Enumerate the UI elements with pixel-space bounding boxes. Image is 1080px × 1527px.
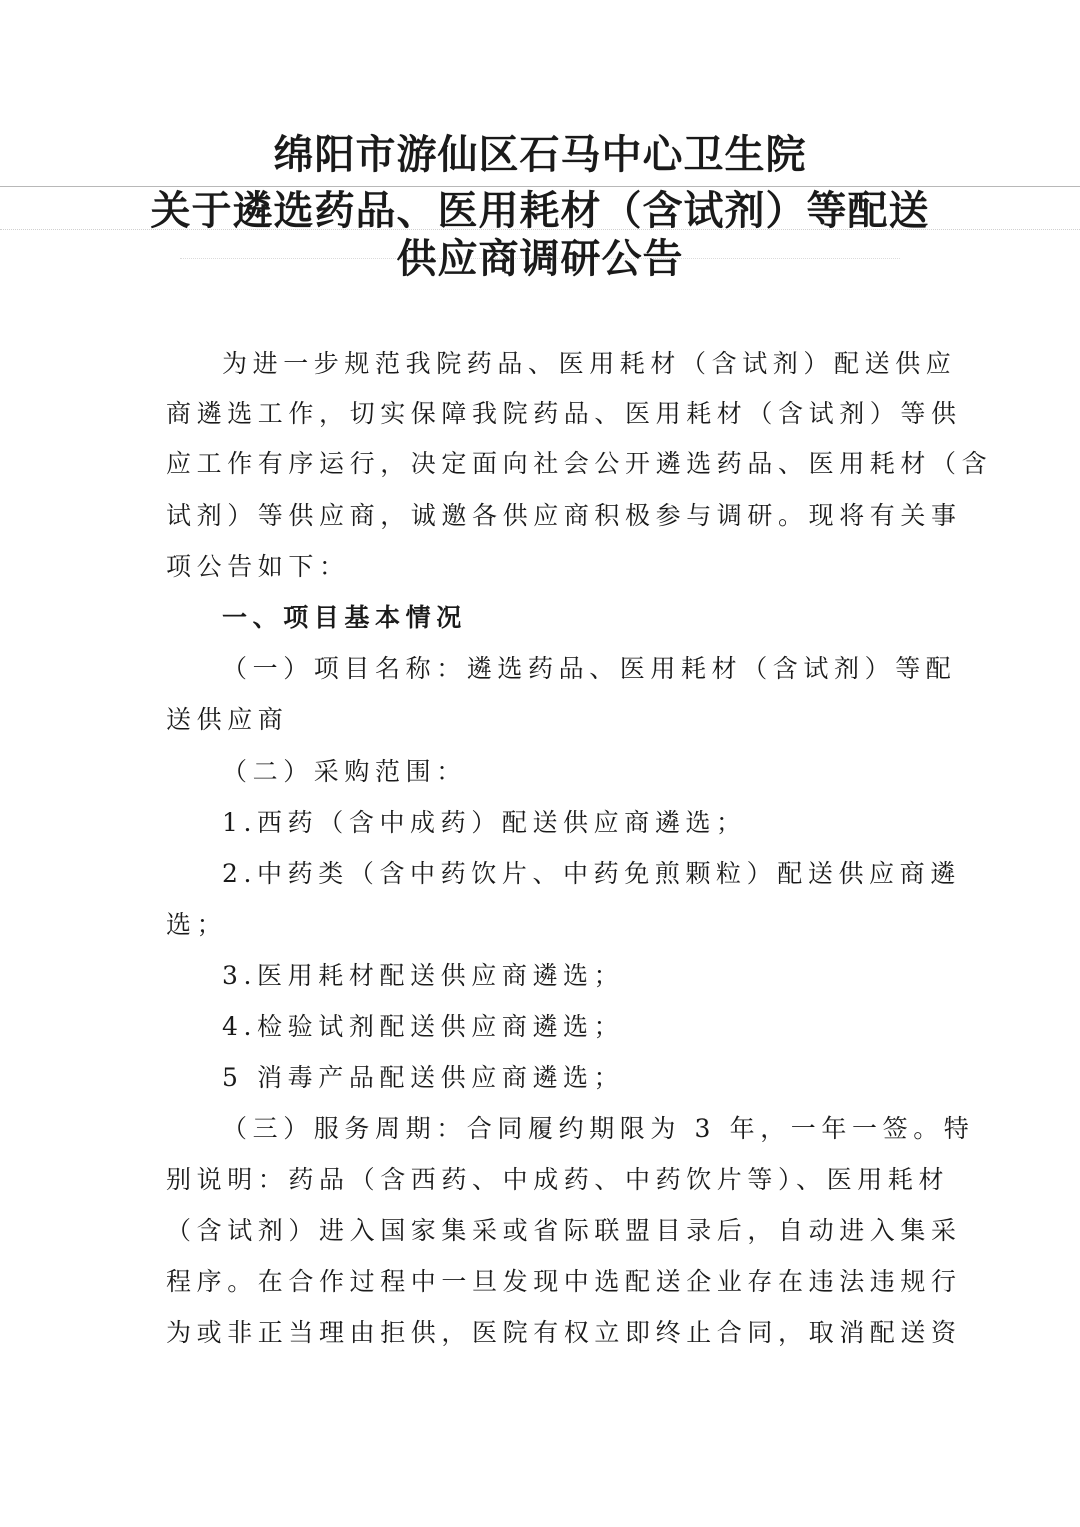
section-heading: 一、项目基本情况 — [222, 603, 467, 632]
paragraph-line: （一）项目名称：遴选药品、医用耗材（含试剂）等配 — [222, 654, 957, 683]
paragraph-line: （含试剂）进入国家集采或省际联盟目录后，自动进入集采 — [166, 1216, 962, 1245]
paragraph-line: 程序。在合作过程中一旦发现中选配送企业存在违法违规行 — [166, 1267, 962, 1296]
list-item: 3.医用耗材配送供应商遴选； — [222, 961, 625, 990]
document-title-line-3: 供应商调研公告 — [396, 235, 684, 282]
document-title-line-1: 绵阳市游仙区石马中心卫生院 — [273, 131, 807, 178]
paragraph-line: 商遴选工作，切实保障我院药品、医用耗材（含试剂）等供 — [166, 399, 962, 428]
paragraph-line: 为或非正当理由拒供，医院有权立即终止合同，取消配送资 — [166, 1318, 962, 1347]
list-item: 选； — [166, 910, 228, 939]
paragraph-line: 项公告如下： — [166, 552, 350, 581]
paragraph-line: 送供应商 — [166, 705, 289, 734]
document-title-line-2: 关于遴选药品、医用耗材（含试剂）等配送 — [150, 187, 930, 234]
list-item: 1.西药（含中成药）配送供应商遴选； — [222, 808, 747, 837]
paragraph-line: （三）服务周期：合同履约期限为 3 年，一年一签。特 — [222, 1114, 975, 1143]
paragraph-line: （二）采购范围： — [222, 757, 467, 786]
list-item: 4.检验试剂配送供应商遴选； — [222, 1012, 625, 1041]
paragraph-line: 应工作有序运行，决定面向社会公开遴选药品、医用耗材（含 — [166, 449, 993, 478]
paragraph-line: 为进一步规范我院药品、医用耗材（含试剂）配送供应 — [222, 349, 957, 378]
paragraph-line: 试剂）等供应商，诚邀各供应商积极参与调研。现将有关事 — [166, 501, 962, 530]
list-item: 2.中药类（含中药饮片、中药免煎颗粒）配送供应商遴 — [222, 859, 961, 888]
paragraph-line: 别说明：药品（含西药、中成药、中药饮片等）、医用耗材 — [166, 1165, 950, 1194]
list-item: 5 消毒产品配送供应商遴选； — [222, 1063, 625, 1092]
